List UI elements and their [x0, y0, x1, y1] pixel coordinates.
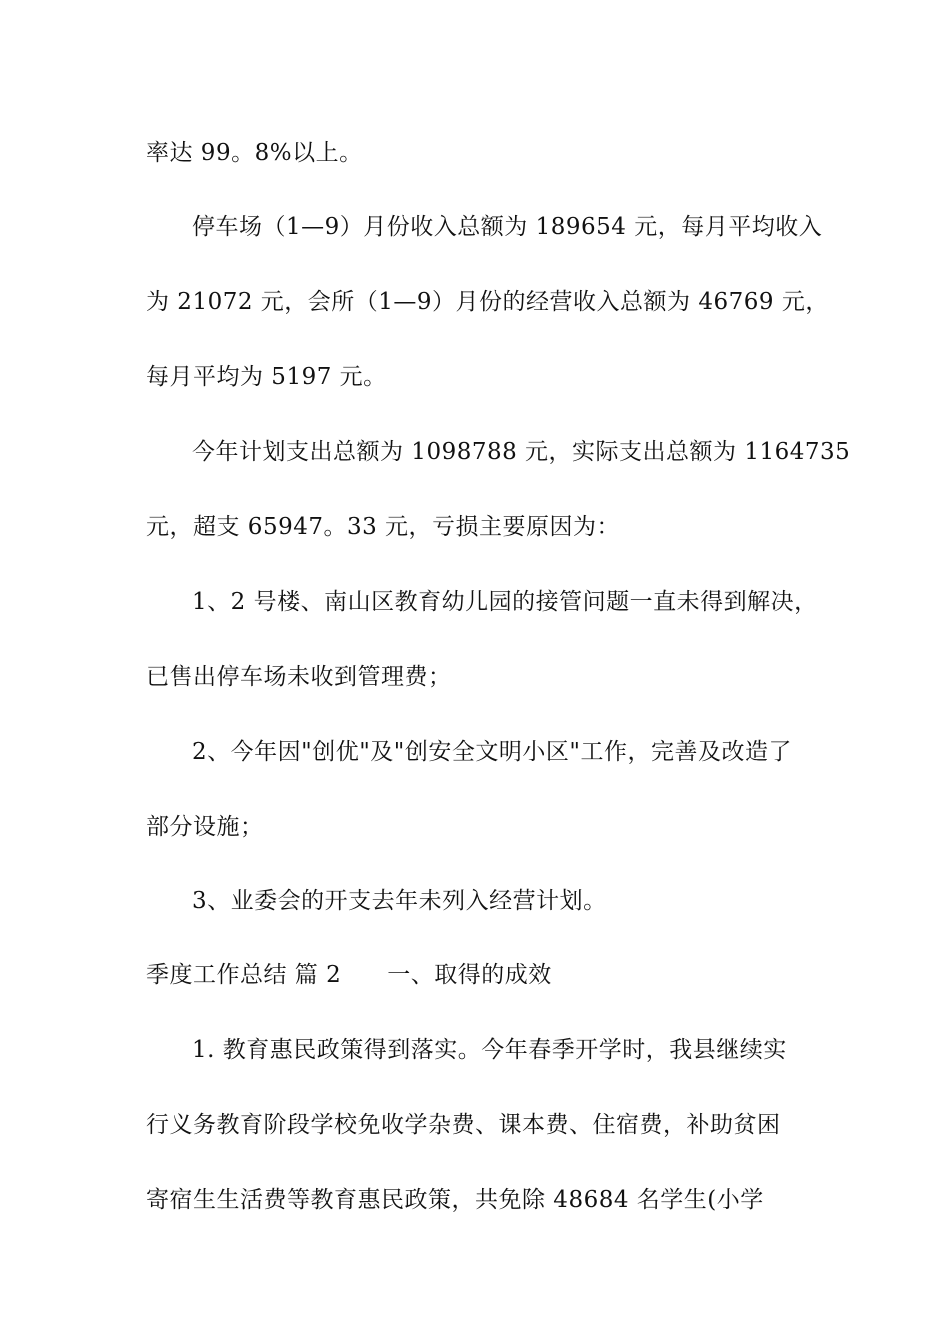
- section-heading-title: 季度工作总结 篇 2: [146, 962, 342, 988]
- paragraph-line-7: 1. 教育惠民政策得到落实。今年春季开学时，我县继续实: [192, 1037, 787, 1063]
- paragraph-line-3: 为 21072 元，会所（1—9）月份的经营收入总额为 46769 元，: [146, 289, 829, 315]
- section-heading: [146, 960, 552, 990]
- paragraph-line-2: 停车场（1—9）月份收入总额为 189654 元，每月平均收入: [192, 214, 823, 240]
- paragraph-line-6: 元，超支 65947。33 元，亏损主要原因为：: [146, 514, 621, 540]
- list-item-1-line-2: 已售出停车场未收到管理费；: [146, 664, 452, 690]
- paragraph-line-9: 寄宿生生活费等教育惠民政策，共免除 48684 名学生(小学: [146, 1187, 764, 1213]
- list-item-1-line-1: 1、2 号楼、南山区教育幼儿园的接管问题一直未得到解决，: [192, 589, 818, 615]
- list-item-3: 3、业委会的开支去年未列入经营计划。: [192, 888, 607, 914]
- paragraph-line-5: 今年计划支出总额为 1098788 元，实际支出总额为 1164735: [192, 439, 851, 465]
- section-heading-subtitle: 一、取得的成效: [387, 962, 552, 988]
- list-item-2-line-1: 2、今年因"创优"及"创安全文明小区"工作，完善及改造了: [192, 739, 792, 765]
- paragraph-line-4: 每月平均为 5197 元。: [146, 364, 387, 390]
- paragraph-line-1: 率达 99。8%以上。: [146, 140, 363, 166]
- list-item-2-line-2: 部分设施；: [146, 814, 264, 840]
- paragraph-line-8: 行义务教育阶段学校免收学杂费、课本费、住宿费，补助贫困: [146, 1112, 781, 1138]
